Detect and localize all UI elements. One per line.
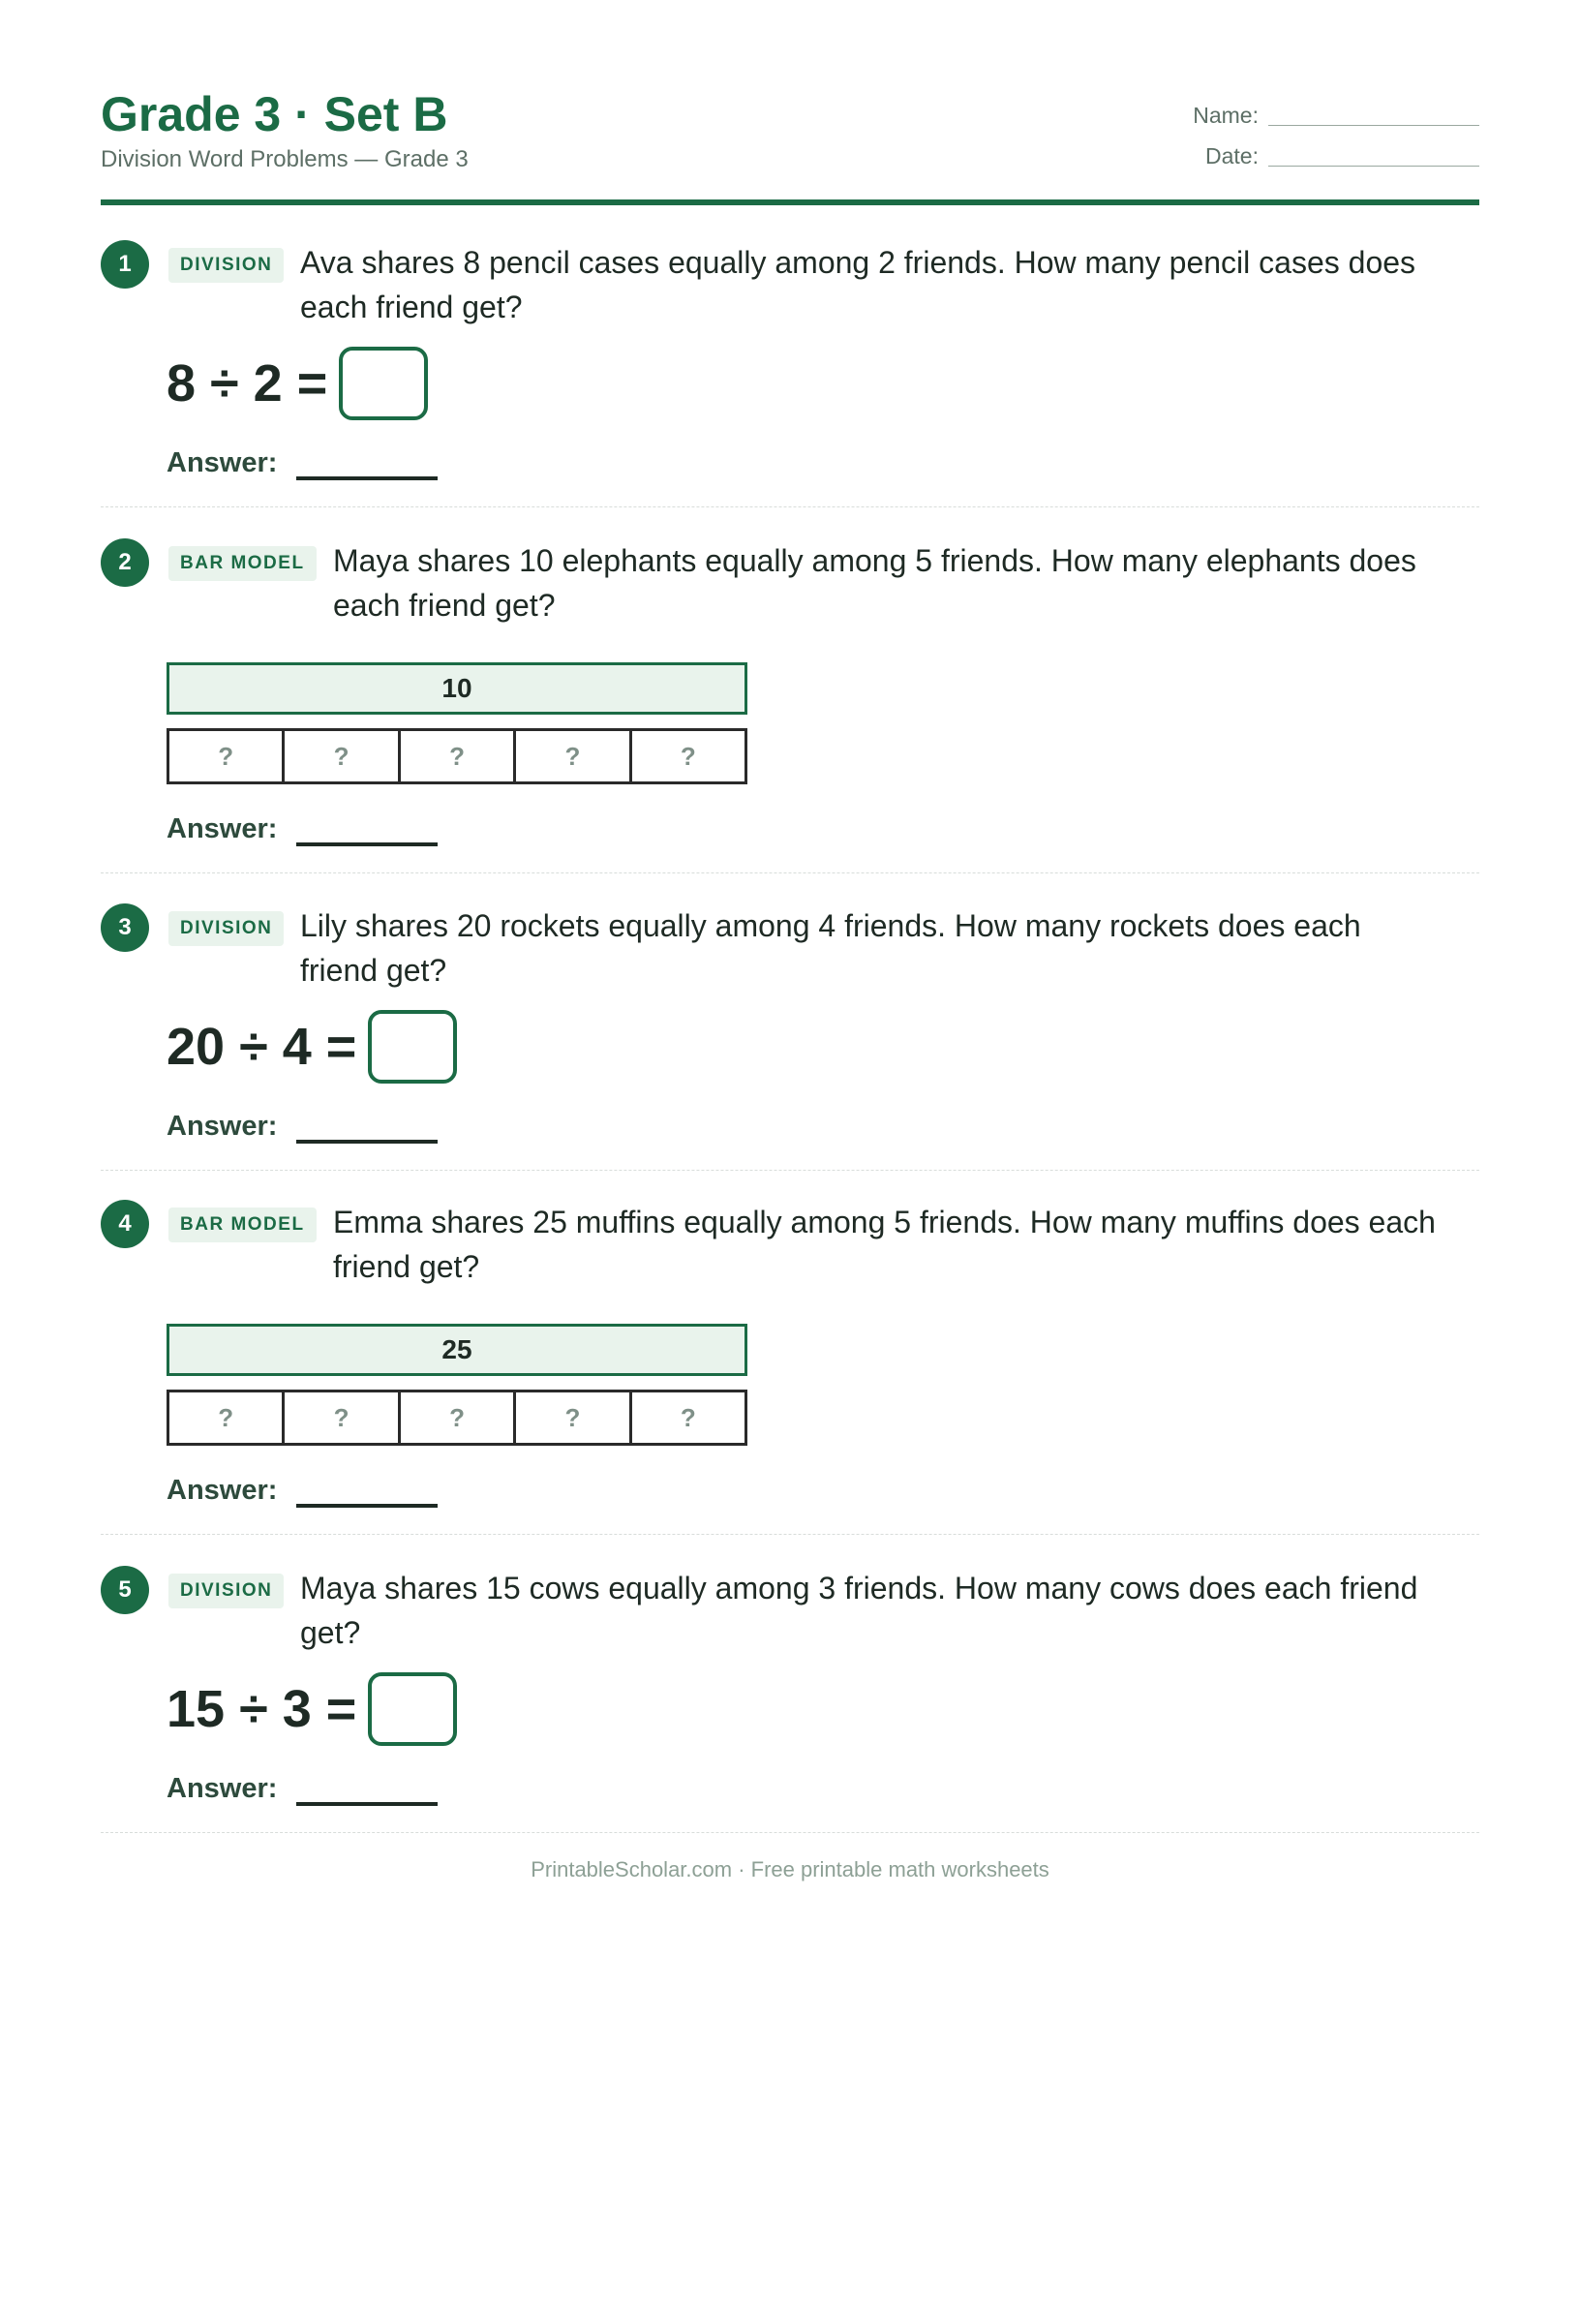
problem-number: 5	[101, 1566, 149, 1614]
bar-part[interactable]: ?	[398, 1392, 513, 1443]
problem-number: 4	[101, 1200, 149, 1248]
answer-row	[167, 1471, 277, 1510]
bar-part[interactable]: ?	[282, 731, 397, 781]
answer-line[interactable]	[296, 1140, 438, 1144]
problem-tag: DIVISION	[168, 1574, 284, 1608]
bar-parts	[167, 728, 747, 784]
answer-row	[167, 810, 277, 848]
bar-part[interactable]: ?	[218, 1403, 234, 1432]
answer-row	[167, 443, 277, 482]
page-subtitle: Division Word Problems — Grade 3	[101, 146, 469, 172]
problem-tag: DIVISION	[168, 248, 284, 283]
bar-part[interactable]: ?	[218, 742, 234, 771]
equation-text: 15 ÷ 3 =	[167, 1680, 357, 1738]
equation-text: 8 ÷ 2 =	[167, 354, 328, 413]
problem-1	[101, 240, 1479, 507]
name-line	[1268, 125, 1479, 126]
answer-label: Answer:	[167, 447, 278, 478]
answer-label: Answer:	[167, 1475, 278, 1506]
answer-label: Answer:	[167, 1773, 278, 1804]
answer-label: Answer:	[167, 1111, 278, 1142]
page-title: Grade 3 · Set B	[101, 87, 448, 141]
problem-5	[101, 1566, 1479, 1833]
problem-question: Maya shares 15 cows equally among 3 friends. How many cows does each friend get?	[300, 1571, 1418, 1650]
answer-line[interactable]	[296, 1504, 438, 1508]
answer-label: Answer:	[167, 813, 278, 844]
answer-line[interactable]	[296, 842, 438, 846]
bar-model	[167, 1324, 747, 1446]
bar-part[interactable]: ?	[513, 731, 628, 781]
problem-question: Emma shares 25 muffins equally among 5 friends. How many muffins does each friend get?	[333, 1205, 1436, 1284]
problem-number: 2	[101, 538, 149, 587]
bar-total: 25	[167, 1324, 747, 1376]
division-equation	[167, 1008, 457, 1086]
answer-row	[167, 1107, 277, 1146]
bar-part[interactable]: ?	[629, 1392, 744, 1443]
answer-line[interactable]	[296, 476, 438, 480]
bar-part[interactable]: ?	[398, 731, 513, 781]
name-label: Name:	[1193, 103, 1259, 128]
date-line	[1268, 166, 1479, 167]
equation-text: 20 ÷ 4 =	[167, 1018, 357, 1076]
date-field[interactable]	[1170, 139, 1479, 172]
problem-number: 3	[101, 903, 149, 952]
problem-question: Ava shares 8 pencil cases equally among 2 friends. How many pencil cases does each friend get?	[300, 245, 1416, 324]
bar-part[interactable]: ?	[513, 1392, 628, 1443]
problem-tag: BAR MODEL	[168, 1208, 317, 1242]
division-equation	[167, 345, 428, 422]
bar-total: 10	[167, 662, 747, 715]
date-label: Date:	[1205, 143, 1259, 168]
page-footer: PrintableScholar.com · Free printable math worksheets	[531, 1857, 1049, 1881]
bar-part[interactable]: ?	[282, 1392, 397, 1443]
division-equation	[167, 1670, 457, 1748]
answer-line[interactable]	[296, 1802, 438, 1806]
problem-3	[101, 903, 1479, 1171]
problem-number: 1	[101, 240, 149, 289]
problem-4	[101, 1200, 1479, 1535]
bar-part[interactable]: ?	[629, 731, 744, 781]
answer-box[interactable]	[368, 1672, 457, 1746]
problem-question: Lily shares 20 rockets equally among 4 friends. How many rockets does each friend get?	[300, 908, 1361, 988]
problem-question: Maya shares 10 elephants equally among 5 friends. How many elephants does each friend get?	[333, 543, 1416, 623]
bar-model	[167, 662, 747, 784]
answer-box[interactable]	[339, 347, 428, 420]
bar-parts	[167, 1390, 747, 1446]
problem-tag: DIVISION	[168, 911, 284, 946]
problem-tag: BAR MODEL	[168, 546, 317, 581]
problem-2	[101, 538, 1479, 873]
worksheet-header	[101, 85, 1479, 205]
answer-box[interactable]	[368, 1010, 457, 1084]
answer-row	[167, 1769, 277, 1808]
name-field[interactable]	[1170, 99, 1479, 132]
